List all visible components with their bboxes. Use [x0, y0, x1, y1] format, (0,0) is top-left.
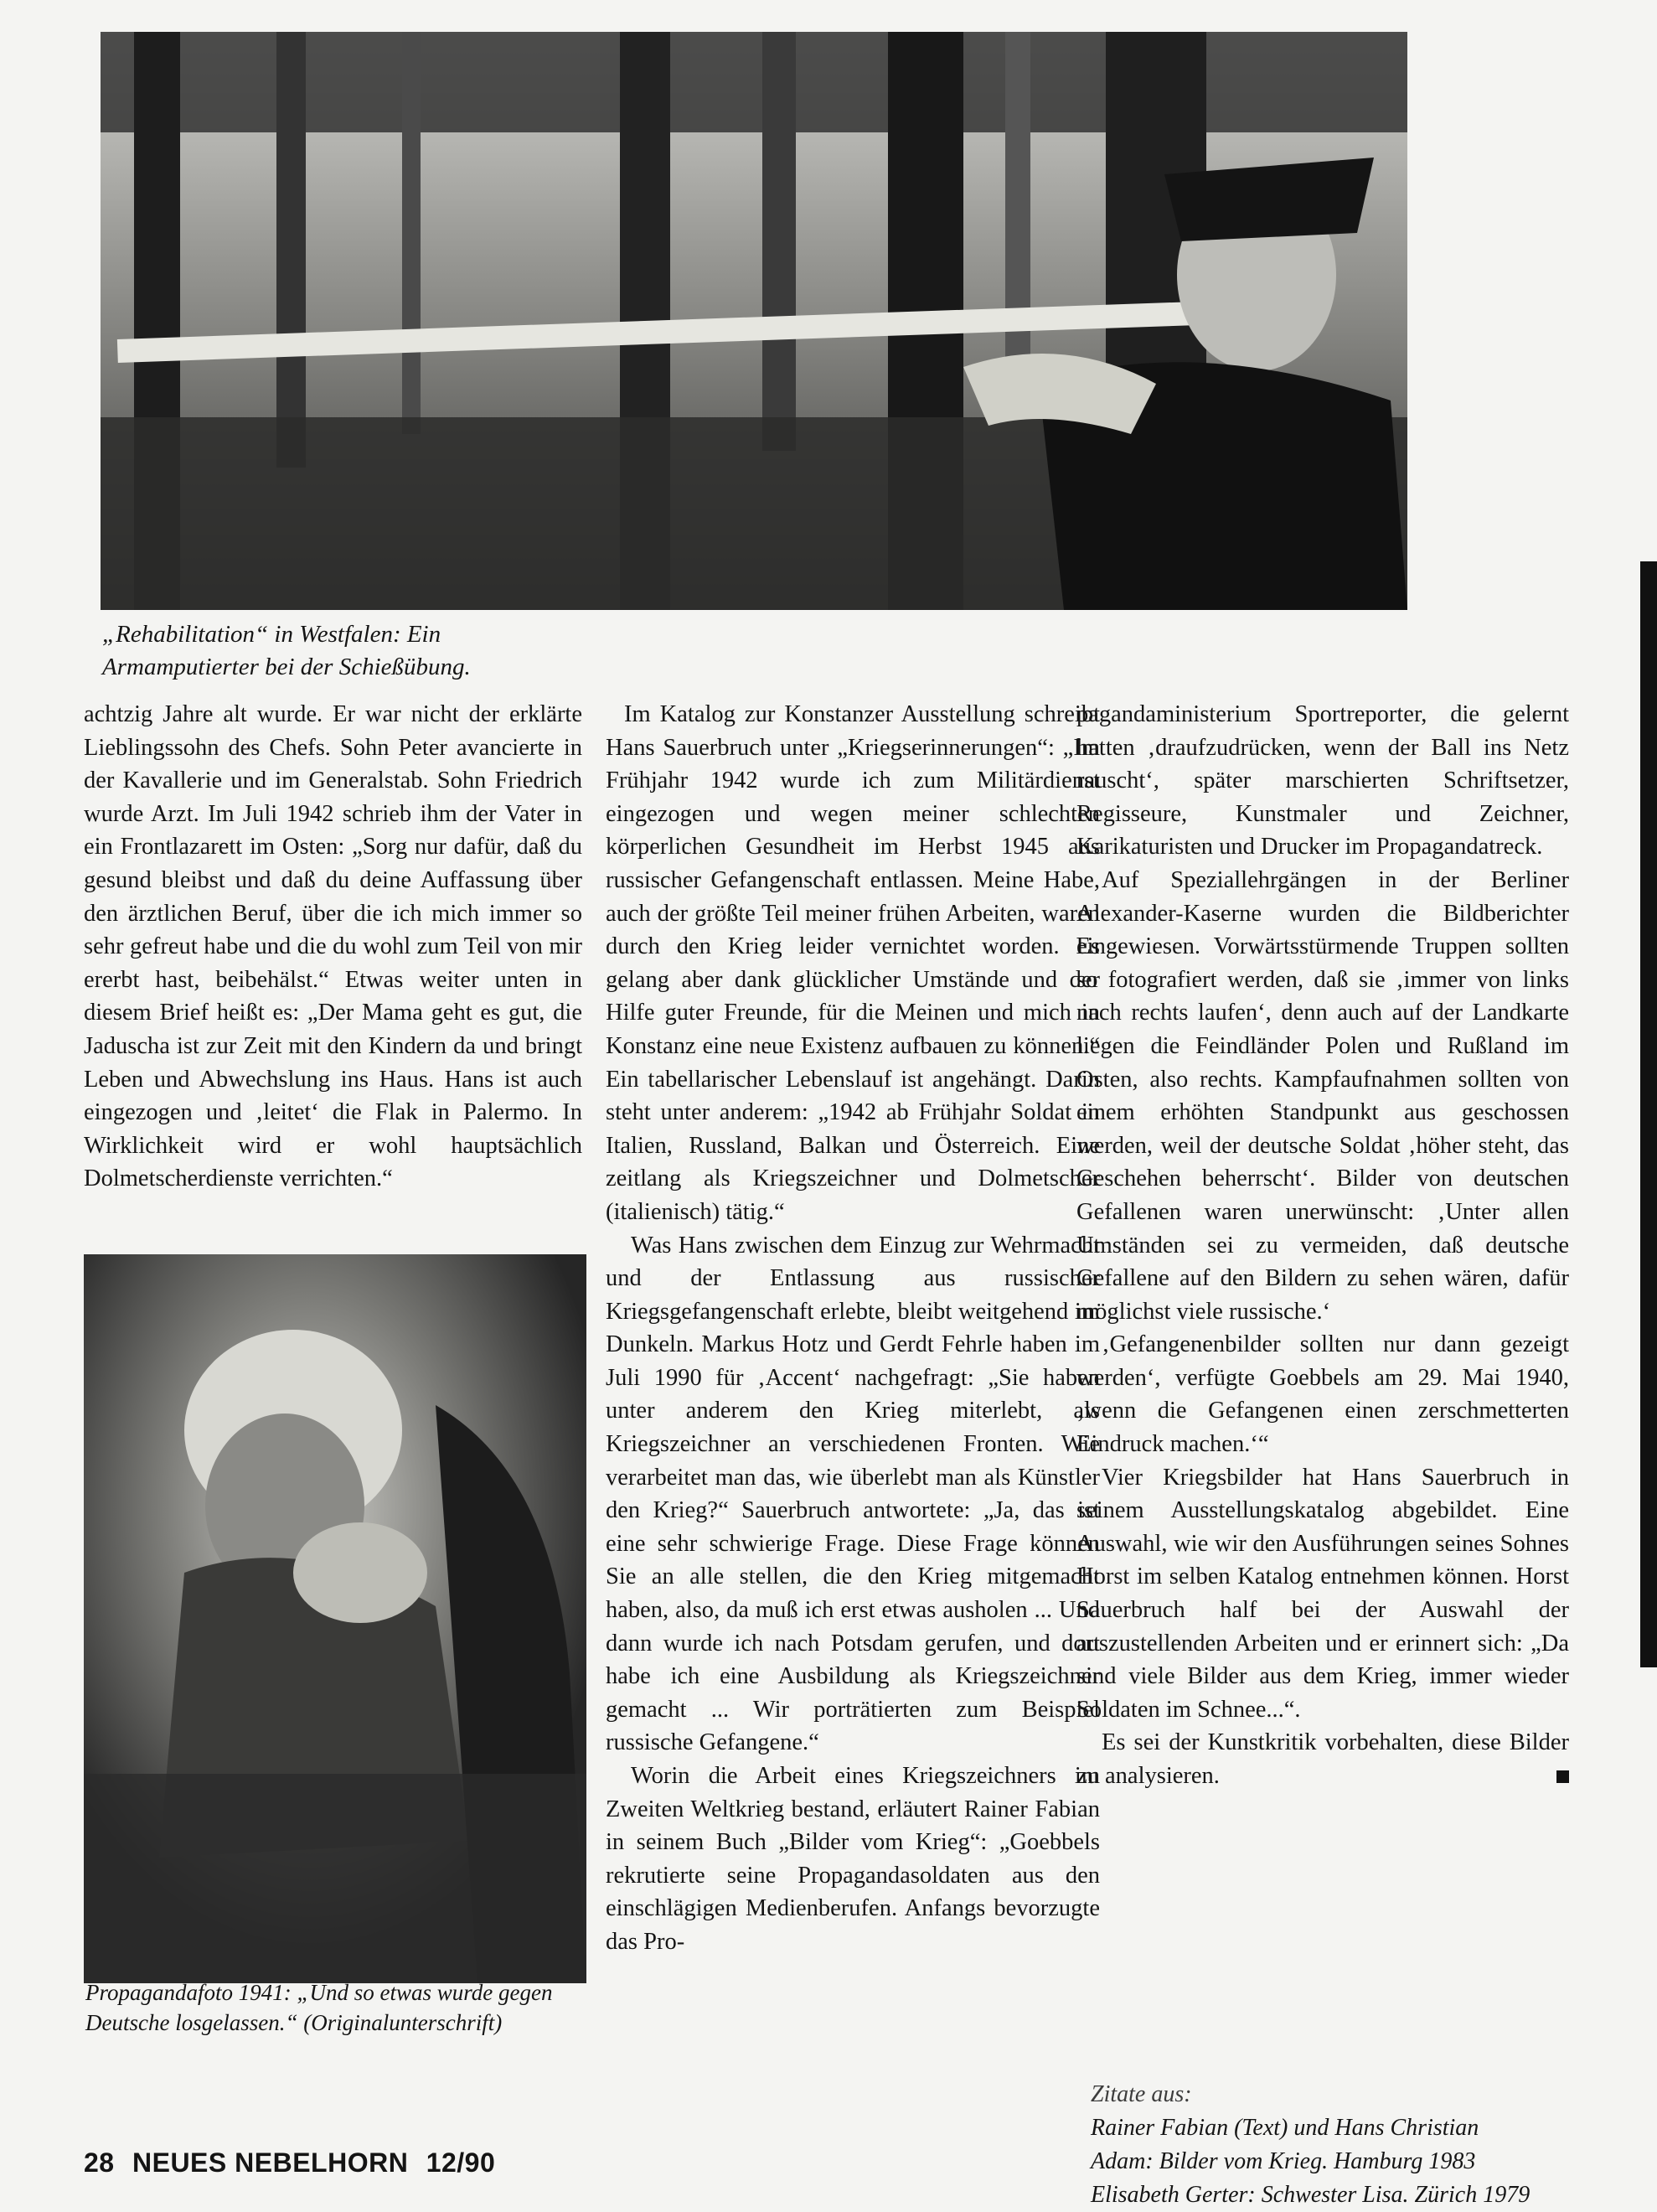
article-column-3 — [1076, 698, 1569, 1793]
top-caption-line-1: „Rehabilitation“ in Westfalen: Ein — [102, 621, 441, 648]
article-column-1 — [84, 698, 582, 1196]
top-photo-caption — [102, 618, 571, 684]
paragraph: Vier Kriegsbilder hat Hans Sauerbruch in seinem Ausstellungskatalog abgebildet. Eine Auswahl, wie wir den Ausführungen seines Sohnes Horst im selben Katalog entnehmen können. Horst Sauerbruch half bei der Auswahl der auszustellenden Arbeiten und er erinnert sich: „Da sind viele Bilder aus dem Krieg, immer wieder Soldaten im Schnee...“. — [1076, 1464, 1569, 1723]
final-paragraph-text: Es sei der Kunstkritik vorbehalten, diese Bilder zu analysieren. — [1076, 1729, 1569, 1789]
paragraph: Im Katalog zur Konstanzer Ausstellung schreibt Hans Sauerbruch unter „Kriegserinnerungen“: „Im Frühjahr 1942 wurde ich zum Militärdienst eingezogen und wegen meiner schlechten körperlichen Gesundheit im Herbst 1945 aus russischer Gefangenschaft entlassen. Meine Habe, auch der größte Teil meiner frühen Arbeiten, waren durch den Krieg leider vernichtet worden. Es gelang aber dank glücklicher Umstände und der Hilfe guter Freunde, für die Meinen und mich in Konstanz eine neue Existenz aufbauen zu können.“ Ein tabellarischer Lebenslauf ist angehängt. Darin steht unter anderem: „1942 ab Frühjahr Soldat in Italien, Russland, Balkan und Österreich. Eine zeitlang als Kriegszeichner und Dolmetscher (italienisch) tätig.“ — [606, 701, 1100, 1225]
side-photo — [84, 1254, 586, 1983]
article-column-2 — [606, 698, 1100, 1959]
source-line: Rainer Fabian (Text) und Hans Christian — [1091, 2115, 1479, 2141]
page-footer — [84, 2147, 495, 2178]
source-line: Adam: Bilder vom Krieg. Hamburg 1983 — [1091, 2148, 1476, 2174]
page-number: 28 — [84, 2147, 115, 2178]
paragraph: achtzig Jahre alt wurde. Er war nicht der erklärte Lieblingssohn des Chefs. Sohn Peter avancierte in der Kavallerie und im Generalstab. Sohn Friedrich wurde Arzt. Im Juli 1942 schrieb ihm der Vater in ein Frontlazarett im Osten: „Sorg nur dafür, daß du gesund bleibst und daß du deine Auffassung über den ärztlichen Beruf, über die ich mich immer so sehr gefreut habe und die du wohl zum Teil von mir ererbt hast, beibehälst.“ Etwas weiter unten in diesem Brief heißt es: „Der Mama geht es gut, die Jaduscha ist zur Zeit mit den Kindern da und bringt Leben und Abwechslung ins Haus. Hans ist auch eingezogen und ‚leitet‘ die Flak in Palermo. In Wirklichkeit wird er wohl hauptsächlich Dolmetscherdienste verrichten.“ — [84, 701, 582, 1192]
issue-number: 12/90 — [426, 2147, 496, 2178]
source-line: Elisabeth Gerter: Schwester Lisa. Zürich 1979 — [1091, 2182, 1531, 2208]
final-paragraph — [1076, 1726, 1569, 1792]
magazine-name: NEUES NEBELHORN — [132, 2147, 409, 2178]
paragraph: ‚Gefangenenbilder sollten nur dann gezeigt werden‘, verfügte Goebbels am 29. Mai 1940, ‚wenn die Gefangenen einen zerschmetterten Eindruck machen.‘“ — [1076, 1331, 1569, 1458]
paragraph: Was Hans zwischen dem Einzug zur Wehrmacht und der Entlassung aus russischer Kriegsgefangenschaft erlebte, bleibt weitgehend im Dunkeln. Markus Hotz und Gerdt Fehrle haben im Juli 1990 für ‚Accent‘ nachgefragt: „Sie haben unter anderem den Krieg miterlebt, als Kriegszeichner an verschiedenen Fronten. Wie verarbeitet man das, wie überlebt man als Künstler den Krieg?“ Sauerbruch antwortete: „Ja, das ist eine sehr schwierige Frage. Diese Frage können Sie an alle stellen, die den Krieg mitgemacht haben, also, da muß ich erst etwas ausholen ... Und dann wurde ich nach Potsdam gerufen, und dort habe ich eine Ausbildung als Kriegszeichner gemacht ... Wir porträtierten zum Beispiel russische Gefangene.“ — [606, 1232, 1100, 1756]
top-photo — [101, 32, 1407, 610]
sources-heading: Zitate aus: — [1091, 2081, 1192, 2107]
side-photo-caption: Propagandafoto 1941: „Und so etwas wurde gegen Deutsche losgelassen.“ (Originalunterschrift) — [85, 1980, 553, 2035]
sources — [1091, 2078, 1593, 2212]
paragraph: Auf Speziallehrgängen in der Berliner Alexander-Kaserne wurden die Bildberichter eingewiesen. Vorwärtsstürmende Truppen sollten so fotografiert werden, daß sie ‚immer von links nach rechts laufen‘, denn auch auf der Landkarte liegen die Feindländer Polen und Rußland im Osten, also rechts. Kampfaufnahmen sollten von einem erhöhten Standpunkt aus geschossen werden, weil der deutsche Soldat ‚höher steht, das Geschehen beherrscht‘. Bilder von deutschen Gefallenen waren unerwünscht: ‚Unter allen Umständen sei zu vermeiden, daß deutsche Gefallene auf den Bildern zu sehen wären, dafür möglichst viele russische.‘ — [1076, 866, 1569, 1325]
top-caption-line-2: Armamputierter bei der Schießübung. — [102, 654, 471, 680]
scan-edge — [1640, 561, 1657, 1667]
paragraph: Worin die Arbeit eines Kriegszeichners im Zweiten Weltkrieg bestand, erläutert Rainer Fabian in seinem Buch „Bilder vom Krieg“: „Goebbels rekrutierte seine Propagandasoldaten aus den einschlägigen Medienberufen. Anfangs bevorzugte das Pro- — [606, 1763, 1100, 1955]
paragraph: pagandaministerium Sportreporter, die gelernt hatten ‚draufzudrücken, wenn der Ball ins Netz rauscht‘, später marschierten Schriftsetzer, Regisseure, Kunstmaler und Zeichner, Karikaturisten und Drucker im Propagandatreck. — [1076, 701, 1569, 861]
end-square-icon — [1556, 1770, 1569, 1783]
